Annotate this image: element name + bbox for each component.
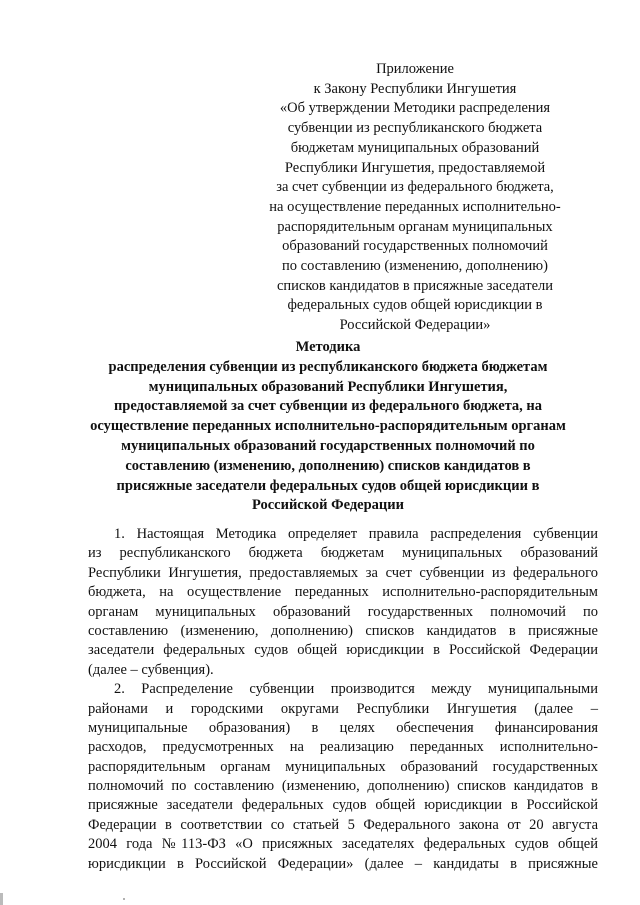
title-line: муниципальных образований государственных полномочий по: [121, 437, 535, 454]
paragraph-line: полномочий по составлению (изменению, дополнению) списков кандидатов в: [88, 778, 598, 795]
scan-edge-mark: [0, 893, 3, 905]
paragraph-line: 2004 года №113-ФЗ «О присяжных заседателях федеральных судов общей: [88, 836, 598, 853]
title-line: осуществление переданных исполнительно-распорядительным органам: [90, 418, 566, 435]
paragraph-line: Федерации в соответствии со статьей 5 Федерального закона от 20 августа: [88, 816, 598, 833]
scan-dust-dot: [123, 898, 125, 900]
title-line: предоставляемой за счет субвенции из федерального бюджета, на: [113, 398, 543, 415]
paragraph-line: заседатели федеральных судов общей юрисдикции в Российской Федерации: [88, 642, 598, 659]
appendix-header: [250, 60, 580, 336]
paragraph-line: районами и городскими округами Республики Ингушетия (далее –: [88, 700, 598, 717]
paragraph-line: расходов, предусмотренных на реализацию переданных исполнительно-: [88, 739, 598, 756]
appendix-line: Республики Ингушетия, предоставляемой: [284, 159, 546, 176]
appendix-line: списков кандидатов в присяжные заседатели: [276, 277, 554, 294]
paragraph-line: юрисдикции в Российской Федерации» (далее – кандидаты в присяжные: [88, 855, 598, 872]
paragraph-line: составлению (изменению, дополнению) списков кандидатов в присяжные: [88, 622, 598, 639]
paragraph-line: 1. Настоящая Методика определяет правила распределения субвенции: [114, 526, 598, 542]
document-body: [88, 525, 598, 874]
title-line: Российской Федерации: [251, 497, 404, 514]
appendix-line: «Об утверждении Методики распределения: [279, 100, 551, 117]
paragraph-line: муниципальные образования) в целях обеспечения финансирования: [88, 719, 598, 736]
paragraph-line: распорядительным органам муниципальных образований государственных: [88, 758, 598, 775]
title-line: муниципальных образований Республики Ингушетия,: [148, 378, 508, 395]
paragraph-line: из республиканского бюджета бюджетам муниципальных образований: [88, 545, 598, 562]
title-line: присяжные заседатели федеральных судов общей юрисдикции в: [116, 477, 540, 494]
appendix-line: распорядительным органам муниципальных: [277, 218, 553, 235]
paragraph-line: присяжные заседатели федеральных судов общей юрисдикции в Российской: [88, 797, 598, 814]
document-title: [78, 338, 578, 516]
appendix-line: бюджетам муниципальных образований: [290, 139, 540, 156]
paragraph-line: Республики Ингушетия, предоставляемых за счет субвенции из федерального: [88, 564, 598, 581]
appendix-line: за счет субвенции из федерального бюджета,: [276, 179, 554, 196]
title-line: Методика: [295, 339, 361, 355]
appendix-line: на осуществление переданных исполнительно-: [269, 198, 561, 215]
appendix-line: федеральных судов общей юрисдикции в: [287, 297, 543, 314]
title-line: распределения субвенции из республиканского бюджета бюджетам: [108, 358, 548, 375]
title-line: составлению (изменению, дополнению) списков кандидатов в: [125, 457, 531, 474]
appendix-line: по составлению (изменению, дополнению): [282, 258, 548, 275]
appendix-line: образований государственных полномочий: [282, 238, 548, 255]
paragraph-line: органам муниципальных образований государственных полномочий по: [88, 603, 598, 620]
paragraph-line: бюджета, на осуществление переданных исполнительно-распорядительным: [88, 584, 598, 601]
appendix-line: Приложение: [376, 61, 454, 77]
appendix-line: Российской Федерации»: [339, 317, 491, 334]
appendix-line: субвенции из республиканского бюджета: [287, 120, 543, 137]
paragraph-line: 2. Распределение субвенции производится между муниципальными: [114, 681, 598, 698]
appendix-line: к Закону Республики Ингушетия: [313, 80, 517, 97]
paragraph-line: (далее – субвенция).: [88, 661, 214, 678]
